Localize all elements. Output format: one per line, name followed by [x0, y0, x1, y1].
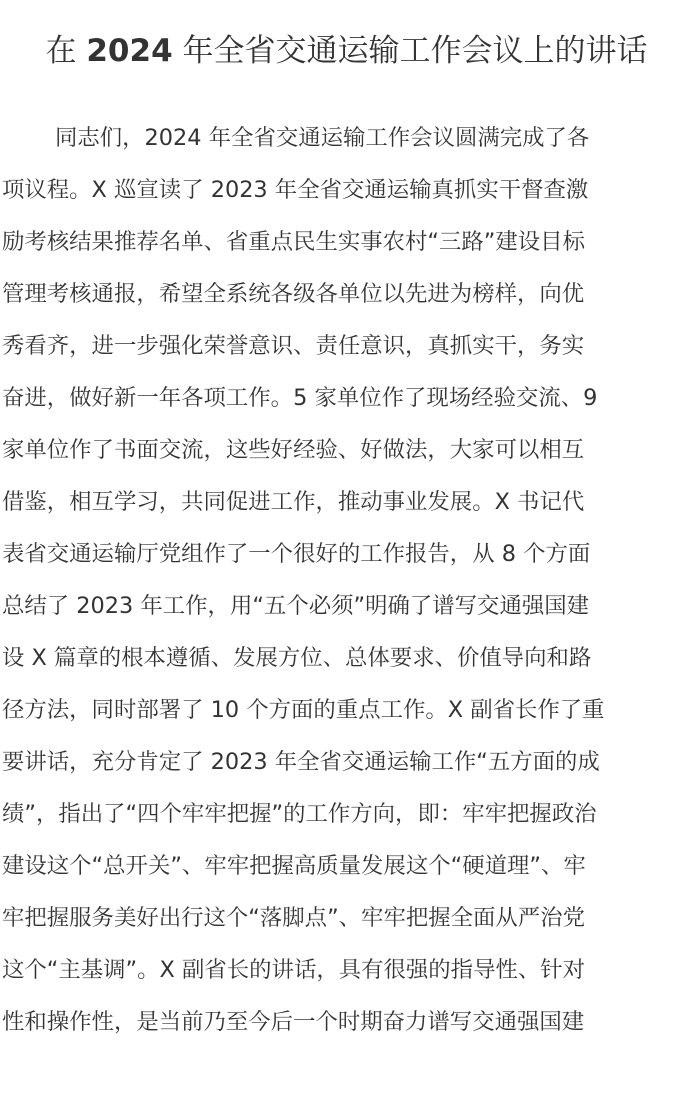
- body-line-1: 同志们，2024 年全省交通运输工作会议圆满完成了各: [55, 125, 590, 151]
- body-line-4: 管理考核通报，希望全系统各级各单位以先进为榜样，向优: [2, 281, 585, 307]
- body-line-14: 绩”，指出了“四个牢牢把握”的工作方向，即：牢牢把握政治: [2, 801, 597, 827]
- body-line-12: 径方法，同时部署了 10 个方面的重点工作。X 副省长作了重: [2, 697, 605, 723]
- document-title: [0, 28, 693, 74]
- body-line-9: 表省交通运输厅党组作了一个很好的工作报告，从 8 个方面: [2, 541, 591, 567]
- body-line-2: 项议程。X 巡宣读了 2023 年全省交通运输真抓实干督查激: [2, 177, 589, 203]
- body-line-18: 性和操作性，是当前乃至今后一个时期奋力谱写交通强国建: [2, 1009, 585, 1035]
- body-line-8: 借鉴，相互学习，共同促进工作，推动事业发展。X 书记代: [2, 489, 585, 515]
- body-line-17: 这个“主基调”。X 副省长的讲话，具有很强的指导性、针对: [2, 957, 586, 983]
- body-line-13: 要讲话，充分肯定了 2023 年全省交通运输工作“五方面的成: [2, 749, 600, 775]
- speech-body: [2, 112, 692, 1048]
- body-line-5: 秀看齐，进一步强化荣誉意识、责任意识，真抓实干，务实: [2, 333, 585, 359]
- body-line-16: 牢把握服务美好出行这个“落脚点”、牢牢把握全面从严治党: [2, 905, 585, 931]
- body-line-7: 家单位作了书面交流，这些好经验、好做法，大家可以相互: [2, 437, 585, 463]
- title-suffix: 年全省交通运输工作会议上的讲话: [182, 33, 648, 69]
- title-year: 2024: [86, 33, 173, 69]
- body-line-3: 励考核结果推荐名单、省重点民生实事农村“三路”建设目标: [2, 229, 585, 255]
- body-line-15: 建设这个“总开关”、牢牢把握高质量发展这个“硬道理”、牢: [2, 853, 586, 879]
- body-line-11: 设 X 篇章的根本遵循、发展方位、总体要求、价值导向和路: [2, 645, 592, 671]
- body-line-6: 奋进，做好新一年各项工作。5 家单位作了现场经验交流、9: [2, 385, 598, 411]
- title-prefix: 在: [45, 33, 77, 69]
- body-line-10: 总结了 2023 年工作，用“五个必须”明确了谱写交通强国建: [2, 593, 590, 619]
